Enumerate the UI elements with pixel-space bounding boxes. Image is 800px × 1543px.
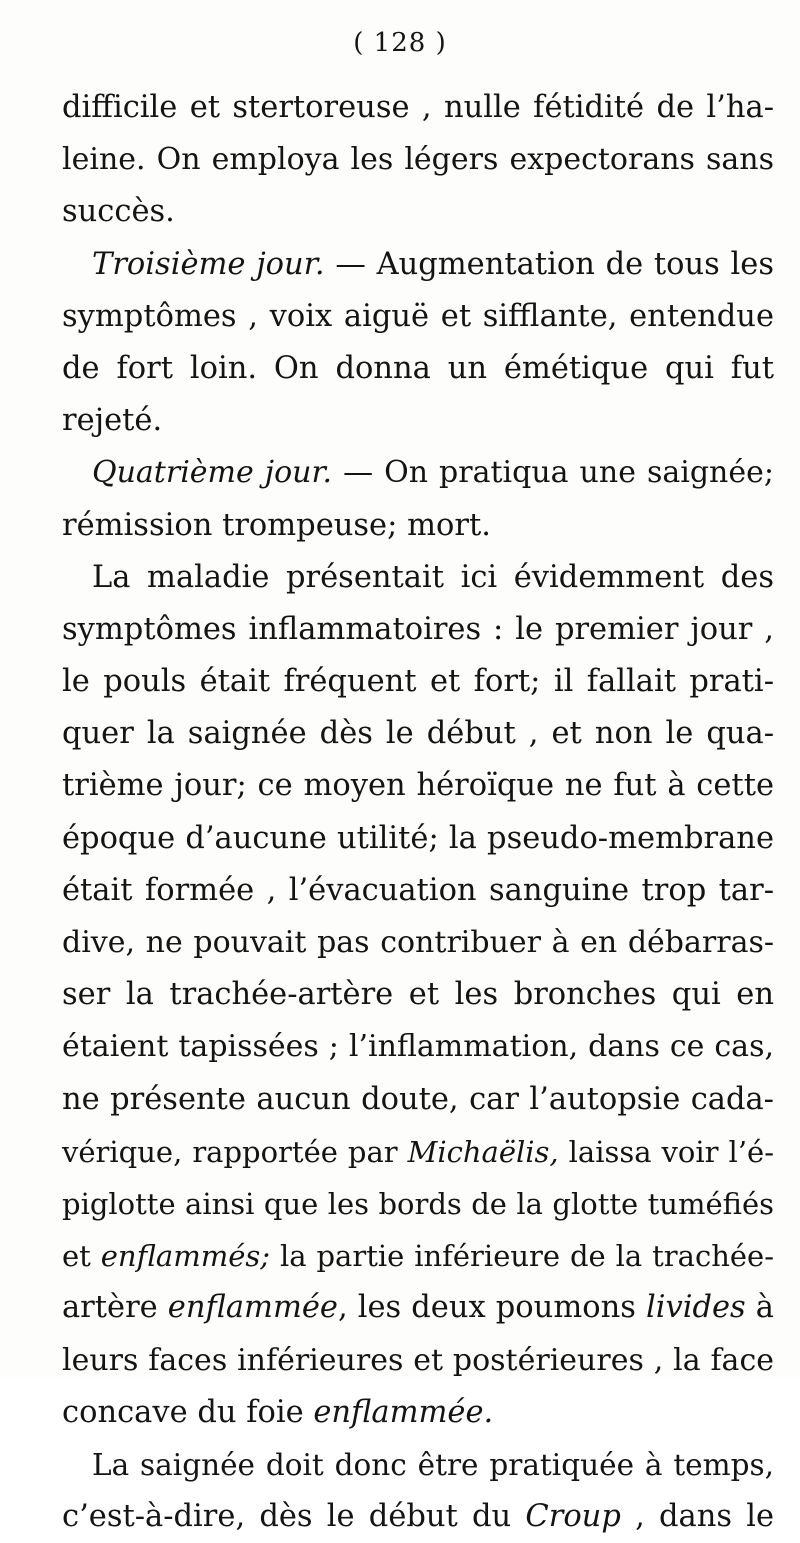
emphasis: enflammée bbox=[167, 1290, 338, 1326]
body-text bbox=[62, 82, 774, 1543]
author-name: Michaëlis, bbox=[407, 1134, 559, 1169]
line-text: artère bbox=[62, 1290, 168, 1326]
page-number: ( 128 ) bbox=[353, 28, 447, 58]
text-line: rejeté. bbox=[62, 403, 163, 439]
text-line: leine. On employa les légers expectorans sans bbox=[62, 142, 774, 178]
emphasis: enflammée. bbox=[313, 1394, 494, 1430]
line-text: laissa voir l’é- bbox=[558, 1134, 774, 1169]
text-line: leurs faces inférieures et postérieures , la face bbox=[62, 1342, 774, 1378]
line-text: c’est-à-dire, dès le début du bbox=[62, 1499, 526, 1535]
text-line: quer la saignée dès le début , et non le qua- bbox=[62, 716, 774, 752]
text-line bbox=[62, 1126, 774, 1178]
line-text: vérique, rapportée par bbox=[62, 1134, 408, 1169]
line-text: et bbox=[62, 1239, 101, 1274]
text-line: symptômes , voix aiguë et sifflante, entendue bbox=[62, 298, 774, 334]
text-line: époque d’aucune utilité; la pseudo-membrane bbox=[62, 820, 774, 856]
line-text: , dans le bbox=[620, 1499, 775, 1535]
text-line: étaient tapissées ; l’inflammation, dans ce cas, bbox=[62, 1029, 774, 1065]
emphasis: livides bbox=[645, 1290, 746, 1326]
text-line: difficile et stertoreuse , nulle fétidité de l’ha- bbox=[62, 90, 774, 125]
text-line: La maladie présentait ici évidemment des bbox=[92, 559, 774, 595]
line-text: à bbox=[745, 1290, 774, 1326]
text-line bbox=[62, 1387, 774, 1439]
text-line: était formée , l’évacuation sanguine trop tar- bbox=[62, 872, 774, 908]
text-line bbox=[62, 1230, 774, 1282]
day-heading: Quatrième jour. bbox=[92, 455, 333, 491]
text-line: ne présente aucun doute, car l’autopsie cada- bbox=[62, 1081, 774, 1117]
text-line bbox=[62, 447, 774, 499]
text-line: le pouls était fréquent et fort; il fallait prati- bbox=[62, 664, 774, 700]
text-line: ser la trachée-artère et les bronches qui en bbox=[62, 977, 774, 1013]
text-line: dive, ne pouvait pas contribuer à en débarras- bbox=[62, 925, 774, 960]
text-line: La saignée doit donc être pratiquée à temps, bbox=[92, 1447, 774, 1482]
line-text: concave du foie bbox=[62, 1394, 314, 1430]
day-heading: Troisième jour. bbox=[92, 246, 325, 282]
text-line: trième jour; ce moyen héroïque ne fut à cette bbox=[62, 768, 774, 804]
emphasis: enflammés; bbox=[100, 1239, 271, 1274]
text-line: piglotte ainsi que les bords de la glotte tuméfiés bbox=[62, 1186, 774, 1221]
line-text: la partie inférieure de la trachée- bbox=[270, 1239, 774, 1274]
text-line bbox=[62, 1491, 774, 1543]
line-text: — Augmentation de tous les bbox=[324, 246, 774, 282]
emphasis: Croup bbox=[525, 1499, 621, 1535]
text-line: succès. bbox=[62, 194, 175, 230]
text-line bbox=[62, 1282, 774, 1334]
text-line bbox=[62, 239, 774, 291]
text-line: rémission trompeuse; mort. bbox=[62, 507, 491, 543]
line-text: , les deux poumons bbox=[337, 1290, 646, 1326]
line-text: — On pratiqua une saignée; bbox=[332, 455, 774, 491]
text-line: de fort loin. On donna un émétique qui fut bbox=[62, 350, 774, 386]
text-line: symptômes inflammatoires : le premier jour , bbox=[62, 611, 774, 647]
